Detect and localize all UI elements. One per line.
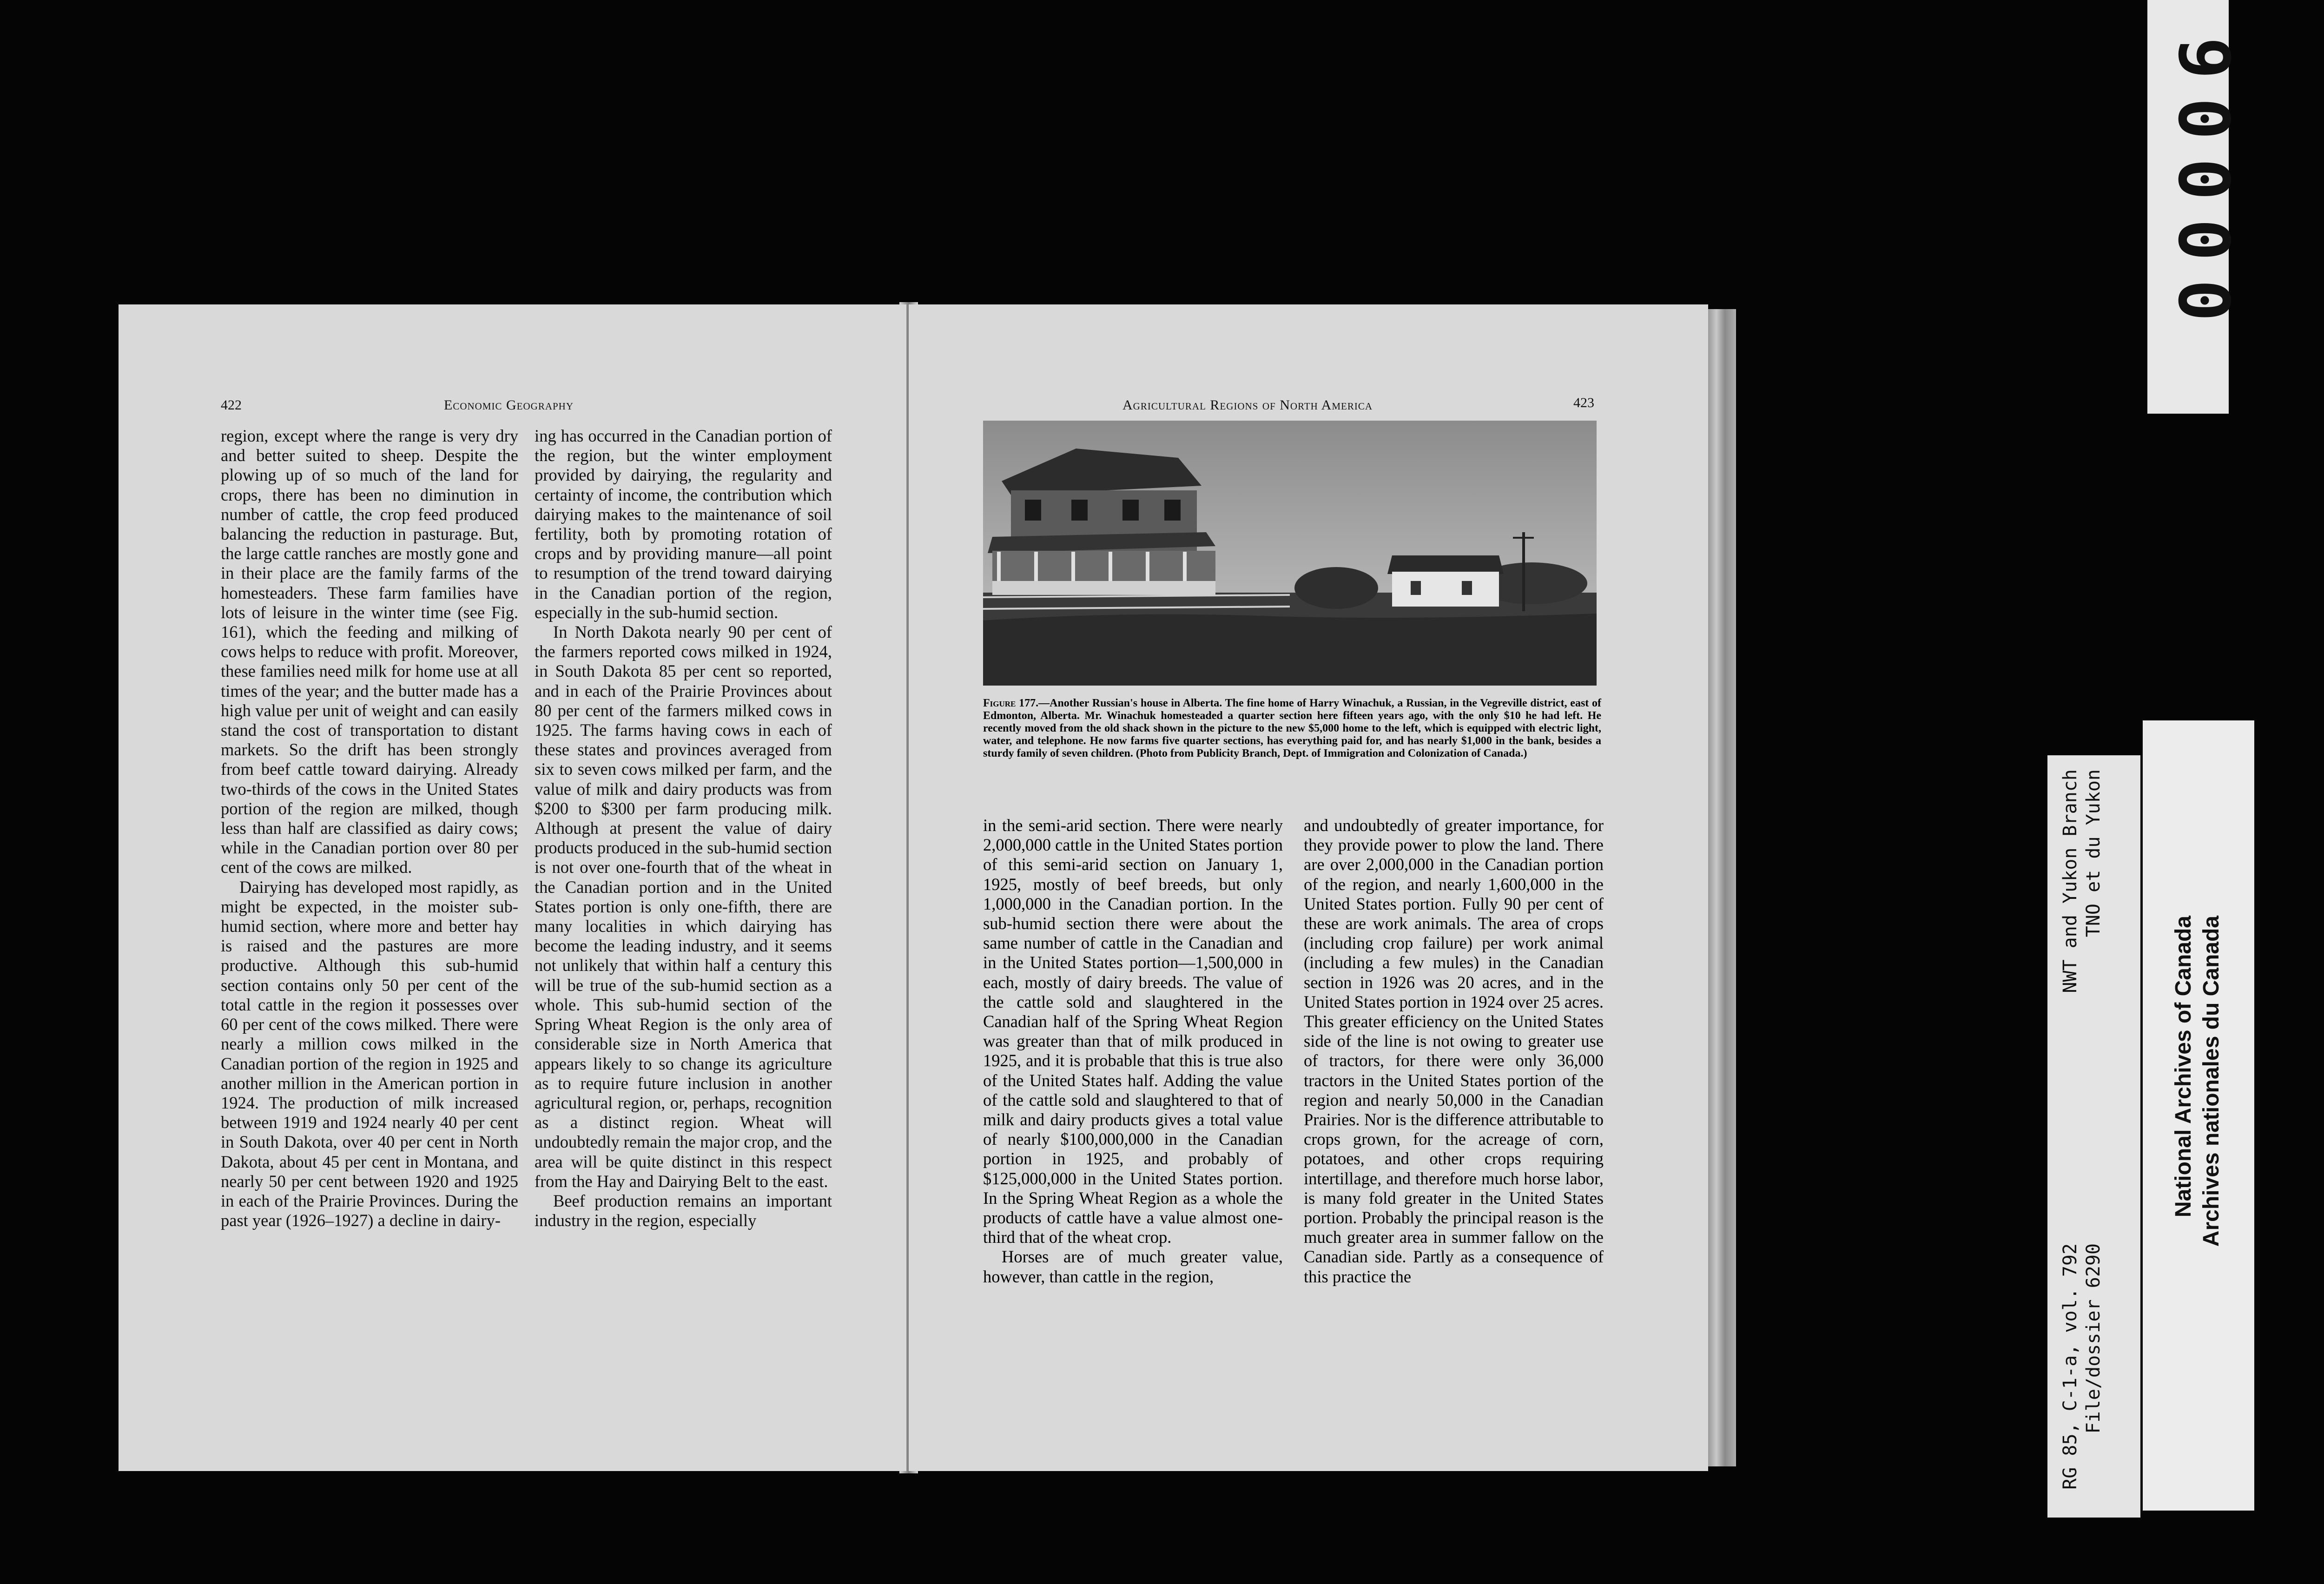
paragraph: In North Dakota nearly 90 per cent of the farmers reported cows milked in 1924, in South Dakota 85 per cent so reported, and in each of the Prairie Provinces about 80 per cent of the farmers milked cows in 1925. The farms having cows in each of these states and provinces averaged from six to seven cows milked per farm, and the value of milk and dairy products was from $200 to $300 per farm producing milk. Although at present the value of dairy products produced in the sub-humid section is not over one-fourth that of the wheat in the Canadian portion and in the United States portion is only one-fifth, there are many localities in which dairying has become the leading industry, and it seems not unlikely that within half a century this will be true of the sub-humid section as a whole. This sub-humid section of the Spring Wheat Region is the only area of considerable size in North America that appears likely to so change its agriculture as to require future inclusion in another agricultural region, or, perhaps, recognition as a distinct region. Wheat will undoubtedly remain the major crop, and the area will be quite distinct in this respect from the Hay and Dairying Belt to the east.: [535, 622, 832, 1191]
frame-number: 00006: [2166, 19, 2247, 322]
paragraph: region, except where the range is very dry and better suited to sheep. Despite the plowing up of so much of the land for crops, there has been no diminution in number of cattle, the crop feed produced balancing the reduction in pasturage. But, the large cattle ranches are mostly gone and in their place are the family farms of the homesteaders. These farm families have lots of leisure in the winter time (see Fig. 161), which the feeding and milking of cows helps to reduce with profit. Moreover, these families need milk for home use at all times of the year; and the butter made has a high value per unit of weight and can easily stand the cost of transportation to distant markets. So the drift has been strongly from beef cattle toward dairying. Already two-thirds of the cows in the United States portion of the region are milked, though less than half are classified as dairy cows; while in the Canadian portion over 80 per cent of the cows are milked.: [221, 426, 518, 877]
page-number-right: 423: [1573, 395, 1594, 410]
paragraph: in the semi-arid section. There were nearly 2,000,000 cattle in the United States portion of this semi-arid section on January 1, 1925, mostly of beef breeds, but only 1,000,000 in the Canadian portion. In the sub-humid section there were about the same number of cattle in the Canadian and in the United States portion—1,500,000 in each, mostly of dairy breeds. The value of the cattle sold and slaughtered in the Canadian half of the Spring Wheat Region was greater than that of milk produced in 1925, and it is probable that this is true also of the United States half. Adding the value of the cattle sold and slaughtered to that of milk and dairy products gives a total value of nearly $100,000,000 in the Canadian portion in 1925, and probably of $125,000,000 in the United States portion. In the Spring Wheat Region as a whole the products of cattle have a value almost one-third that of the wheat crop.: [983, 816, 1283, 1247]
paragraph: Dairying has developed most rapidly, as might be expected, in the moister sub-humid section, where more and better hay is raised and the pastures are more productive. Although this sub-humid section contains only 50 per cent of the total cattle in the region it possesses over 60 per cent of the cows milked. There were nearly a million cows milked in the Canadian portion of the region in 1925 and another million in the American portion in 1924. The production of milk increased between 1919 and 1924 nearly 40 per cent in South Dakota, over 40 per cent in North Dakota, about 45 per cent in Montana, and nearly 50 per cent between 1920 and 1925 in each of the Prairie Provinces. During the past year (1926–1927) a decline in dairy-: [221, 877, 518, 1230]
branch-line-1: NWT and Yukon Branch: [2060, 769, 2081, 993]
reference-line-2: File/dossier 6290: [2083, 1243, 2104, 1434]
figure-caption: [983, 697, 1601, 760]
figure-photo: [983, 421, 1597, 686]
right-column-2: [1304, 816, 1604, 1287]
paragraph: and undoubtedly of greater importance, for they provide power to plow the land. There are over 2,000,000 in the Canadian portion of the region, and nearly 1,600,000 in the United States portion. Fully 90 per cent of these are work animals. The area of crops (including crop failure) per work animal (including a few mules) in the Canadian section in 1926 was 20 acres, and in the United States portion in 1924 over 25 acres. This greater efficiency on the United States side of the line is not owing to greater use of tractors, for there were only 36,000 tractors in the United States portion of the region and nearly 50,000 in the Canadian Prairies. Nor is the difference attributable to crops grown, for the acreage of corn, potatoes, and other crops requiring intertillage, and therefore much horse labor, is many fold greater in the United States portion. Probably the principal reason is the much greater area in summer fallow on the Canadian side. Partly as a consequence of this practice the: [1304, 816, 1604, 1286]
paragraph: Beef production remains an important industry in the region, especially: [535, 1191, 832, 1230]
figure-label: Figure 177.: [983, 697, 1039, 709]
reference-line-1: RG 85, C-1-a, vol. 792: [2060, 1243, 2081, 1490]
figure-caption-text: —Another Russian's house in Alberta. The fine home of Harry Winachuk, a Russian, in the Vegreville district, east of Edmonton, Alberta. Mr. Winachuk homesteaded a quarter section here fifteen years ago, with the only $10 he had left. He recently moved from the old shack shown in the picture to the new $5,000 home to the left, which is equipped with electric light, water, and telephone. He now farms five quarter sections, has everything paid for, and has nearly $1,000 in the bank, besides a sturdy family of seven children. (Photo from Publicity Branch, Dept. of Immigration and Colonization of Canada.): [983, 697, 1601, 759]
paragraph: Horses are of much greater value, however, than cattle in the region,: [983, 1247, 1283, 1286]
left-column-2: [535, 426, 832, 1230]
archives-name-fr: Archives nationales du Canada: [2199, 916, 2224, 1247]
archives-label: [2143, 720, 2254, 1511]
reference-label: [2047, 755, 2140, 1518]
running-head-right: Agricultural Regions of North America: [1122, 397, 1373, 413]
frame-counter-label: [2147, 0, 2247, 414]
right-column-1: [983, 816, 1283, 1287]
page-edge-stack: [1708, 309, 1736, 1466]
farmhouse-photo: [983, 421, 1597, 686]
archives-name-en: National Archives of Canada: [2171, 916, 2196, 1218]
left-column-1: [221, 426, 518, 1230]
running-head-left: Economic Geography: [444, 397, 574, 413]
branch-line-2: TNO et du Yukon: [2083, 769, 2104, 937]
page-number-left: 422: [221, 397, 242, 413]
left-page: [119, 304, 906, 1471]
paragraph: ing has occurred in the Canadian portion of the region, but the winter employment provided by dairying, the regularity and certainty of income, the contribution which dairying makes to the maintenance of soil fertility, both by promoting rotation of crops and by providing manure—all point to resumption of the trend toward dairying in the Canadian portion of the region, especially in the sub-humid section.: [535, 426, 832, 622]
